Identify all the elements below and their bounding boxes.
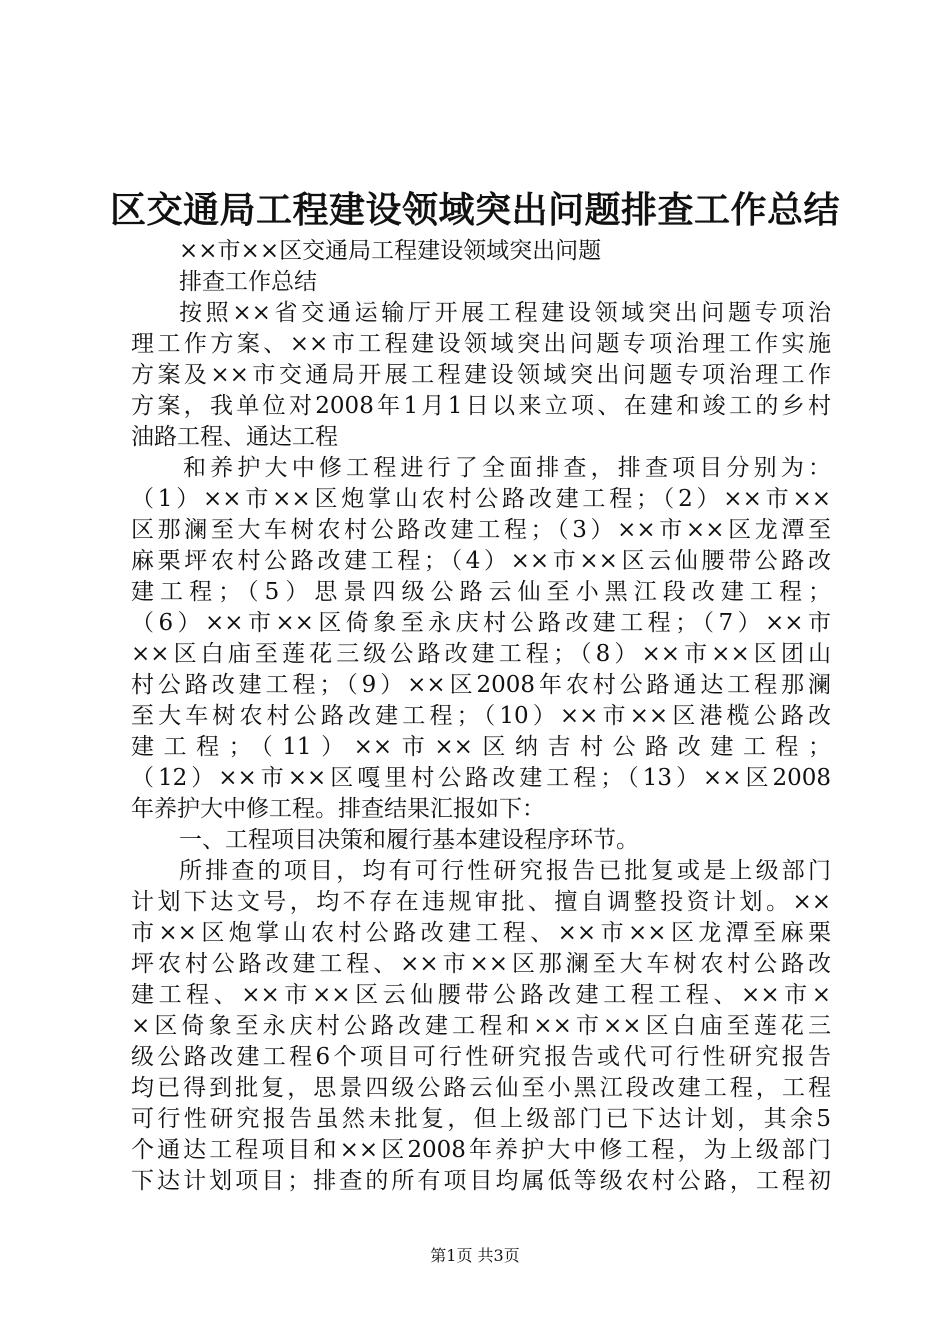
body-text-line: 排查工作总结 (179, 269, 317, 295)
page-footer: 第1页 共3页 (430, 1246, 520, 1265)
body-text-line: （6）××市××区倚象至永庆村公路改建工程；（7）××市 (131, 610, 831, 636)
body-text-line: ××区白庙至莲花三级公路改建工程；（8）××市××区团山 (131, 641, 831, 667)
document-body (131, 236, 831, 1197)
body-text-line: ×区倚象至永庆村公路改建工程和××市××区白庙至莲花三 (131, 1013, 831, 1039)
body-text-line: 和养护大中修工程进行了全面排查，排查项目分别为： (183, 455, 831, 481)
body-text-line: （12）××市××区嘎里村公路改建工程；（13）××区2008 (131, 765, 831, 791)
body-text-line: 建工程；（5）思景四级公路云仙至小黑江段改建工程； (131, 579, 831, 605)
body-text-line: 按照××省交通运输厅开展工程建设领域突出问题专项治 (179, 300, 831, 326)
body-text-line: 区那澜至大车树农村公路改建工程；（3）××市××区龙潭至 (131, 517, 831, 543)
body-text-line: 所排查的项目，均有可行性研究报告已批复或是上级部门 (179, 858, 831, 884)
body-text-line: 油路工程、通达工程 (131, 424, 338, 450)
body-text-line: 可行性研究报告虽然未批复，但上级部门已下达计划，其余5 (131, 1106, 831, 1132)
body-text-line: （1）××市××区炮掌山农村公路改建工程；（2）××市×× (131, 486, 831, 512)
body-text-line: 建工程、××市××区云仙腰带公路改建工程工程、××市× (131, 982, 831, 1008)
body-text-line: 下达计划项目；排查的所有项目均属低等级农村公路，工程初 (131, 1168, 831, 1194)
body-text-line: 个通达工程项目和××区2008年养护大中修工程，为上级部门 (131, 1137, 831, 1163)
body-text-line: 建工程；（11）××市××区纳吉村公路改建工程； (131, 734, 831, 760)
body-text-line: 坪农村公路改建工程、××市××区那澜至大车树农村公路改 (131, 951, 831, 977)
body-text-line: 方案及××市交通局开展工程建设领域突出问题专项治理工作 (131, 362, 831, 388)
body-text-line: 村公路改建工程；（9）××区2008年农村公路通达工程那澜 (131, 672, 831, 698)
body-text-line: 方案，我单位对2008年1月1日以来立项、在建和竣工的乡村 (131, 393, 831, 419)
body-text-line: 一、工程项目决策和履行基本建设程序环节。 (179, 827, 639, 853)
body-text-line: ××市××区交通局工程建设领域突出问题 (179, 238, 602, 264)
body-text-line: 至大车树农村公路改建工程；（10）××市××区港榄公路改 (131, 703, 831, 729)
document-title: 区交通局工程建设领域突出问题排查工作总结 (109, 189, 840, 231)
body-text-line: 麻栗坪农村公路改建工程；（4）××市××区云仙腰带公路改 (131, 548, 831, 574)
body-text-line: 均已得到批复，思景四级公路云仙至小黑江段改建工程，工程 (131, 1075, 831, 1101)
body-text-line: 计划下达文号，均不存在违规审批、擅自调整投资计划。×× (131, 889, 831, 915)
body-text-line: 理工作方案、××市工程建设领域突出问题专项治理工作实施 (131, 331, 831, 357)
body-text-line: 级公路改建工程6个项目可行性研究报告或代可行性研究报告 (131, 1044, 831, 1070)
body-text-line: 市××区炮掌山农村公路改建工程、××市××区龙潭至麻栗 (131, 920, 831, 946)
body-text-line: 年养护大中修工程。排查结果汇报如下： (131, 796, 545, 822)
